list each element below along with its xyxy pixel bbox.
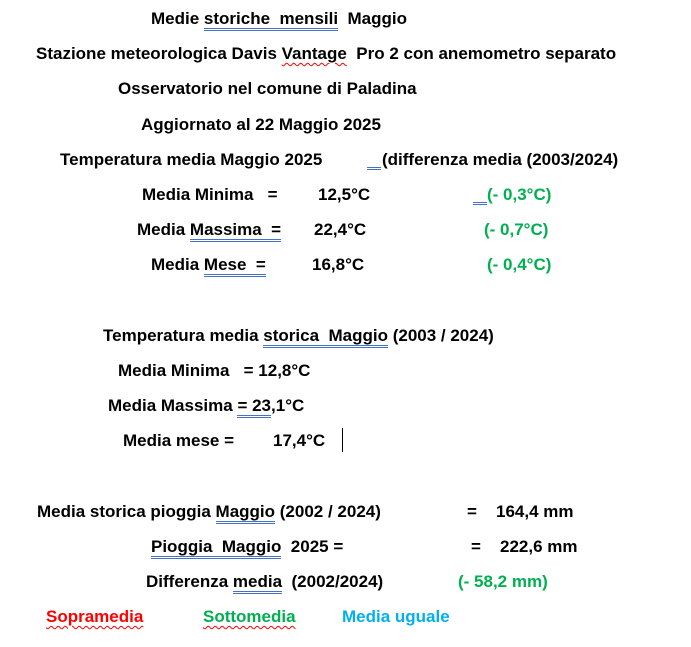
current-heading: Temperatura media Maggio 2025 — [60, 150, 323, 169]
rain-diff-value: (- 58,2 mm) — [458, 572, 548, 591]
rain-current-label — [151, 537, 343, 557]
historic-max — [108, 396, 304, 416]
current-min-value: 12,5°C — [318, 185, 371, 204]
rain-diff-label — [146, 572, 383, 592]
observatory-line: Osservatorio nel comune di Paladina — [118, 79, 417, 98]
current-mean-value: 16,8°C — [312, 255, 365, 274]
rain-historic-a: Media storica pioggia — [37, 502, 216, 521]
current-mean-label — [151, 255, 266, 275]
historic-max-rest: ,1°C — [271, 396, 305, 415]
station-vantage: Vantage — [281, 44, 347, 63]
historic-heading — [103, 326, 494, 346]
historic-min: Media Minima = 12,8°C — [118, 361, 311, 380]
station-part-a: Stazione meteorologica Davis — [36, 44, 282, 63]
current-min-diff: (- 0,3°C) — [487, 185, 552, 204]
current-mean-label-a: Media — [151, 255, 204, 274]
rain-current-b: 2025 = — [281, 537, 344, 556]
page-title — [151, 9, 407, 29]
rain-diff-a: Differenza — [146, 572, 233, 591]
rain-historic-value: 164,4 mm — [496, 502, 574, 521]
current-max-label — [137, 220, 281, 240]
rain-historic-word: Maggio — [216, 502, 276, 524]
station-part-b: Pro 2 con anemometro separato — [346, 44, 617, 63]
diff-underscore-mark — [367, 150, 381, 170]
rain-current-word: Pioggia Maggio — [151, 537, 281, 559]
rain-diff-b: (2002/2024) — [282, 572, 384, 591]
rain-historic-b: (2002 / 2024) — [275, 502, 381, 521]
current-mean-diff: (- 0,4°C) — [487, 255, 552, 274]
current-max-label-word: Massima = — [190, 220, 281, 242]
title-storiche-mensili: storiche mensili — [204, 9, 338, 31]
title-suffix: Maggio — [338, 9, 408, 28]
diff-heading: (differenza media (2003/2024) — [382, 150, 619, 169]
current-min-label: Media Minima = — [142, 185, 278, 204]
historic-heading-a: Temperatura media — [103, 326, 264, 345]
updated-line: Aggiornato al 22 Maggio 2025 — [141, 115, 381, 134]
historic-heading-word: storica Maggio — [263, 326, 388, 348]
rain-diff-word: media — [233, 572, 282, 594]
current-max-diff: (- 0,7°C) — [484, 220, 549, 239]
text-cursor — [342, 428, 343, 452]
min-diff-underscore-mark — [473, 185, 487, 205]
legend-below: Sottomedia — [203, 607, 296, 626]
historic-mean-label: Media mese = — [123, 431, 235, 450]
historic-mean-value: 17,4°C — [273, 431, 326, 450]
rain-historic-label — [37, 502, 381, 522]
station-line — [36, 44, 616, 64]
historic-heading-b: (2003 / 2024) — [387, 326, 494, 345]
title-prefix: Medie — [151, 9, 204, 28]
current-max-label-a: Media — [137, 220, 190, 239]
rain-current-eq: = — [471, 537, 481, 556]
current-mean-label-word: Mese = — [204, 255, 266, 277]
historic-max-label: Media Massima — [108, 396, 238, 415]
legend-equal: Media uguale — [342, 607, 450, 626]
legend-above: Sopramedia — [46, 607, 144, 626]
current-max-value: 22,4°C — [314, 220, 367, 239]
rain-current-value: 222,6 mm — [500, 537, 578, 556]
historic-max-eq: = 23 — [237, 396, 271, 418]
rain-historic-eq: = — [467, 502, 477, 521]
